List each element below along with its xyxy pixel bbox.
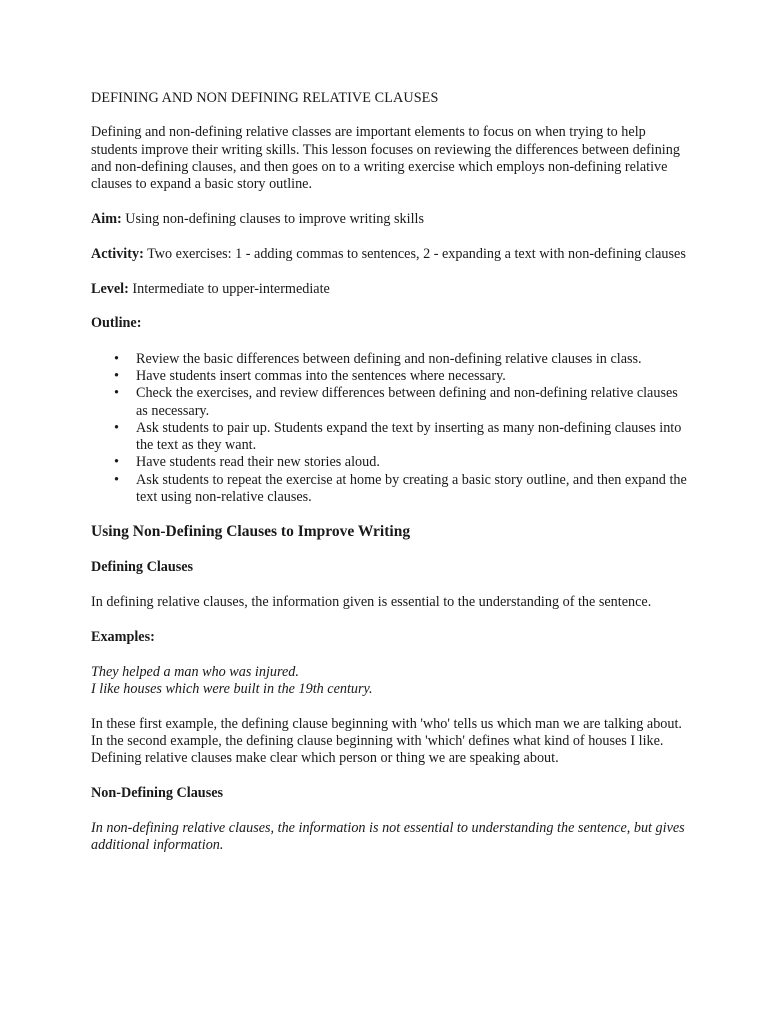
aim-text: Using non-defining clauses to improve writing skills xyxy=(121,210,424,227)
level-label: Level: xyxy=(91,280,129,297)
activity-line xyxy=(91,246,691,263)
outline-item: • Ask students to repeat the exercise at home by creating a basic story outline, and then expand the text using non-relative clauses. xyxy=(136,472,691,507)
outline-item: • Check the exercises, and review differences between defining and non-defining relative clauses as necessary. xyxy=(136,385,691,420)
non-defining-paragraph: In non-defining relative clauses, the information is not essential to understanding the sentence, but gives additional information. xyxy=(91,820,685,854)
outline-label: Outline: xyxy=(91,315,142,332)
outline-heading xyxy=(91,315,691,332)
activity-text: Two exercises: 1 - adding commas to sentences, 2 - expanding a text with non-defining clauses xyxy=(143,245,686,262)
outline-item: • Have students insert commas into the sentences where necessary. xyxy=(136,368,691,385)
intro-paragraph: Defining and non-defining relative classes are important elements to focus on when trying to help students improve their writing skills. This lesson focuses on reviewing the differences between defining and non-defining clauses, and then goes on to a writing exercise which employs non-defining relative clauses to expand a basic story outline. xyxy=(91,124,680,193)
outline-list xyxy=(91,351,691,507)
section-heading: Using Non-Defining Clauses to Improve Writing xyxy=(91,523,411,541)
outline-item: • Review the basic differences between defining and non-defining relative clauses in class. xyxy=(136,351,691,368)
outline-item: • Ask students to pair up. Students expand the text by inserting as many non-defining clauses into the text as they want. xyxy=(136,420,691,455)
activity-label: Activity: xyxy=(91,245,144,262)
document-page xyxy=(91,90,691,872)
example-sentence: They helped a man who was injured. xyxy=(91,663,299,680)
defining-paragraph: In defining relative clauses, the information given is essential to the understanding of the sentence. xyxy=(91,594,652,611)
aim-label: Aim: xyxy=(91,210,122,227)
examples-heading: Examples: xyxy=(91,628,155,645)
outline-item: • Have students read their new stories aloud. xyxy=(136,454,691,471)
non-defining-clauses-heading: Non-Defining Clauses xyxy=(91,785,224,802)
level-line xyxy=(91,281,691,298)
example-sentence: I like houses which were built in the 19th century. xyxy=(91,681,373,698)
examples-block xyxy=(91,664,691,699)
aim-line xyxy=(91,211,691,228)
defining-clauses-heading: Defining Clauses xyxy=(91,559,194,576)
document-title: DEFINING AND NON DEFINING RELATIVE CLAUSES xyxy=(91,90,439,106)
level-text: Intermediate to upper-intermediate xyxy=(128,280,330,297)
explanation-paragraph: In these first example, the defining clause beginning with 'who' tells us which man we are talking about. In the second example, the defining clause beginning with 'which' defines what kind of houses I like. Defining relative clauses make clear which person or thing we are speaking about. xyxy=(91,715,682,767)
